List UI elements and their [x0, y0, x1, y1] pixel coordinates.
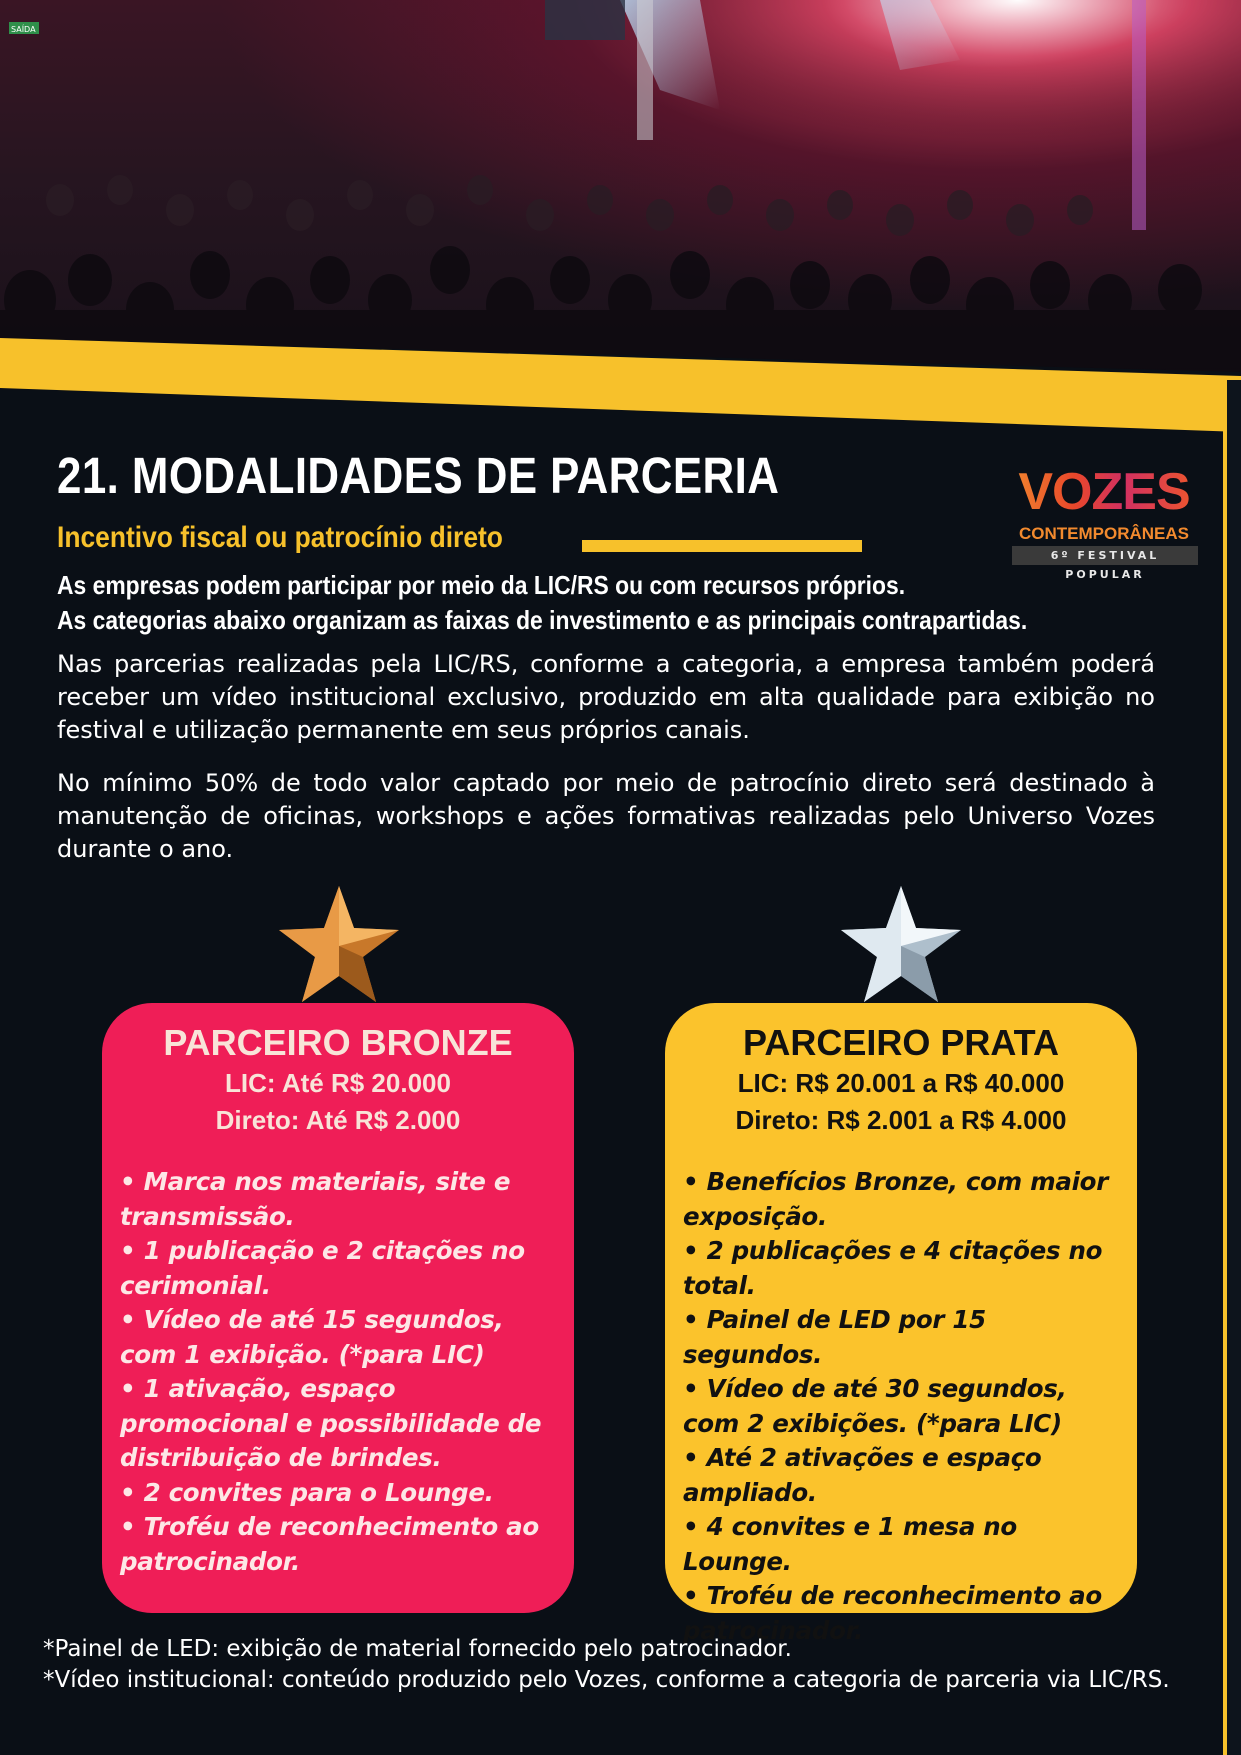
bronze-lic-range: LIC: Até R$ 20.000 — [225, 1068, 451, 1098]
silver-benefits-list — [683, 1165, 1119, 1648]
logo-wordmark: VOZES — [1006, 462, 1202, 522]
paragraph-direct-sponsorship: No mínimo 50% de todo valor captado por meio de patrocínio direto será destinado à manutenção de oficinas, workshops e ações formativas realizadas pelo Universo Vozes durante o ano. — [57, 769, 1155, 863]
silver-benefit-item: • Vídeo de até 30 segundos, com 2 exibições. (*para LIC) — [683, 1374, 1067, 1438]
bronze-star-icon — [277, 886, 401, 1004]
bronze-benefit-item: • 2 convites para o Lounge. — [120, 1477, 494, 1507]
silver-benefit-item: • Painel de LED por 15 segundos. — [683, 1305, 986, 1369]
silver-benefit-item: • 2 publicações e 4 citações no total. — [683, 1236, 1103, 1300]
vozes-logo — [1006, 462, 1202, 581]
bronze-benefits-list — [120, 1165, 556, 1579]
bronze-direct-range: Direto: Até R$ 2.000 — [215, 1105, 461, 1135]
footnote-led-panel: *Painel de LED: exibição de material fornecido pelo patrocinador. — [43, 1636, 792, 1662]
logo-tagline: 6º FESTIVAL POPULAR — [1012, 546, 1198, 565]
bronze-benefit-item: • 1 ativação, espaço promocional e possibilidade de distribuição de brindes. — [120, 1374, 542, 1472]
bronze-benefit-item: • Marca nos materiais, site e transmissão. — [120, 1167, 511, 1231]
silver-benefit-item: • Até 2 ativações e espaço ampliado. — [683, 1443, 1042, 1507]
bronze-benefit-item: • Vídeo de até 15 segundos, com 1 exibição. (*para LIC) — [120, 1305, 504, 1369]
exit-sign-label: SAÍDA — [11, 25, 36, 34]
lead-line-1: As empresas podem participar por meio da LIC/RS ou com recursos próprios. — [57, 570, 906, 600]
bronze-tier-title: PARCEIRO BRONZE — [163, 1022, 513, 1063]
bronze-tier-card — [102, 1003, 574, 1613]
bronze-benefit-item: • Troféu de reconhecimento ao patrocinador. — [120, 1512, 539, 1576]
silver-benefit-item: • Benefícios Bronze, com maior exposição. — [683, 1167, 1108, 1231]
silver-benefit-item: • 4 convites e 1 mesa no Lounge. — [683, 1512, 1017, 1576]
silver-benefit-item: • Troféu de reconhecimento ao patrocinador. — [683, 1581, 1102, 1645]
silver-direct-range: Direto: R$ 2.001 a R$ 4.000 — [735, 1105, 1067, 1135]
silver-tier-card — [665, 1003, 1137, 1645]
paragraph-lic-video: Nas parcerias realizadas pela LIC/RS, conforme a categoria, a empresa também poderá receber um vídeo institucional exclusivo, produzido em alta qualidade para exibição no festival e utilização permanente em seus próprios canais. — [57, 650, 1155, 744]
page-title: 21. MODALIDADES DE PARCERIA — [57, 447, 780, 504]
subtitle-underline — [582, 540, 862, 552]
footnote-institutional-video: *Vídeo institucional: conteúdo produzido pelo Vozes, conforme a categoria de parceria via LIC/RS. — [43, 1667, 1170, 1693]
yellow-accent-band — [0, 0, 1241, 440]
page-subtitle: Incentivo fiscal ou patrocínio direto — [57, 521, 503, 554]
silver-lic-range: LIC: R$ 20.001 a R$ 40.000 — [737, 1068, 1065, 1098]
silver-star-icon — [839, 886, 963, 1004]
right-edge-stripe — [1223, 380, 1241, 1755]
bronze-benefit-item: • 1 publicação e 2 citações no cerimonial. — [120, 1236, 525, 1300]
logo-subtitle: CONTEMPORÂNEAS — [1018, 524, 1189, 543]
silver-tier-title: PARCEIRO PRATA — [742, 1022, 1059, 1063]
lead-line-2: As categorias abaixo organizam as faixas de investimento e as principais contrapartidas. — [57, 605, 1028, 635]
